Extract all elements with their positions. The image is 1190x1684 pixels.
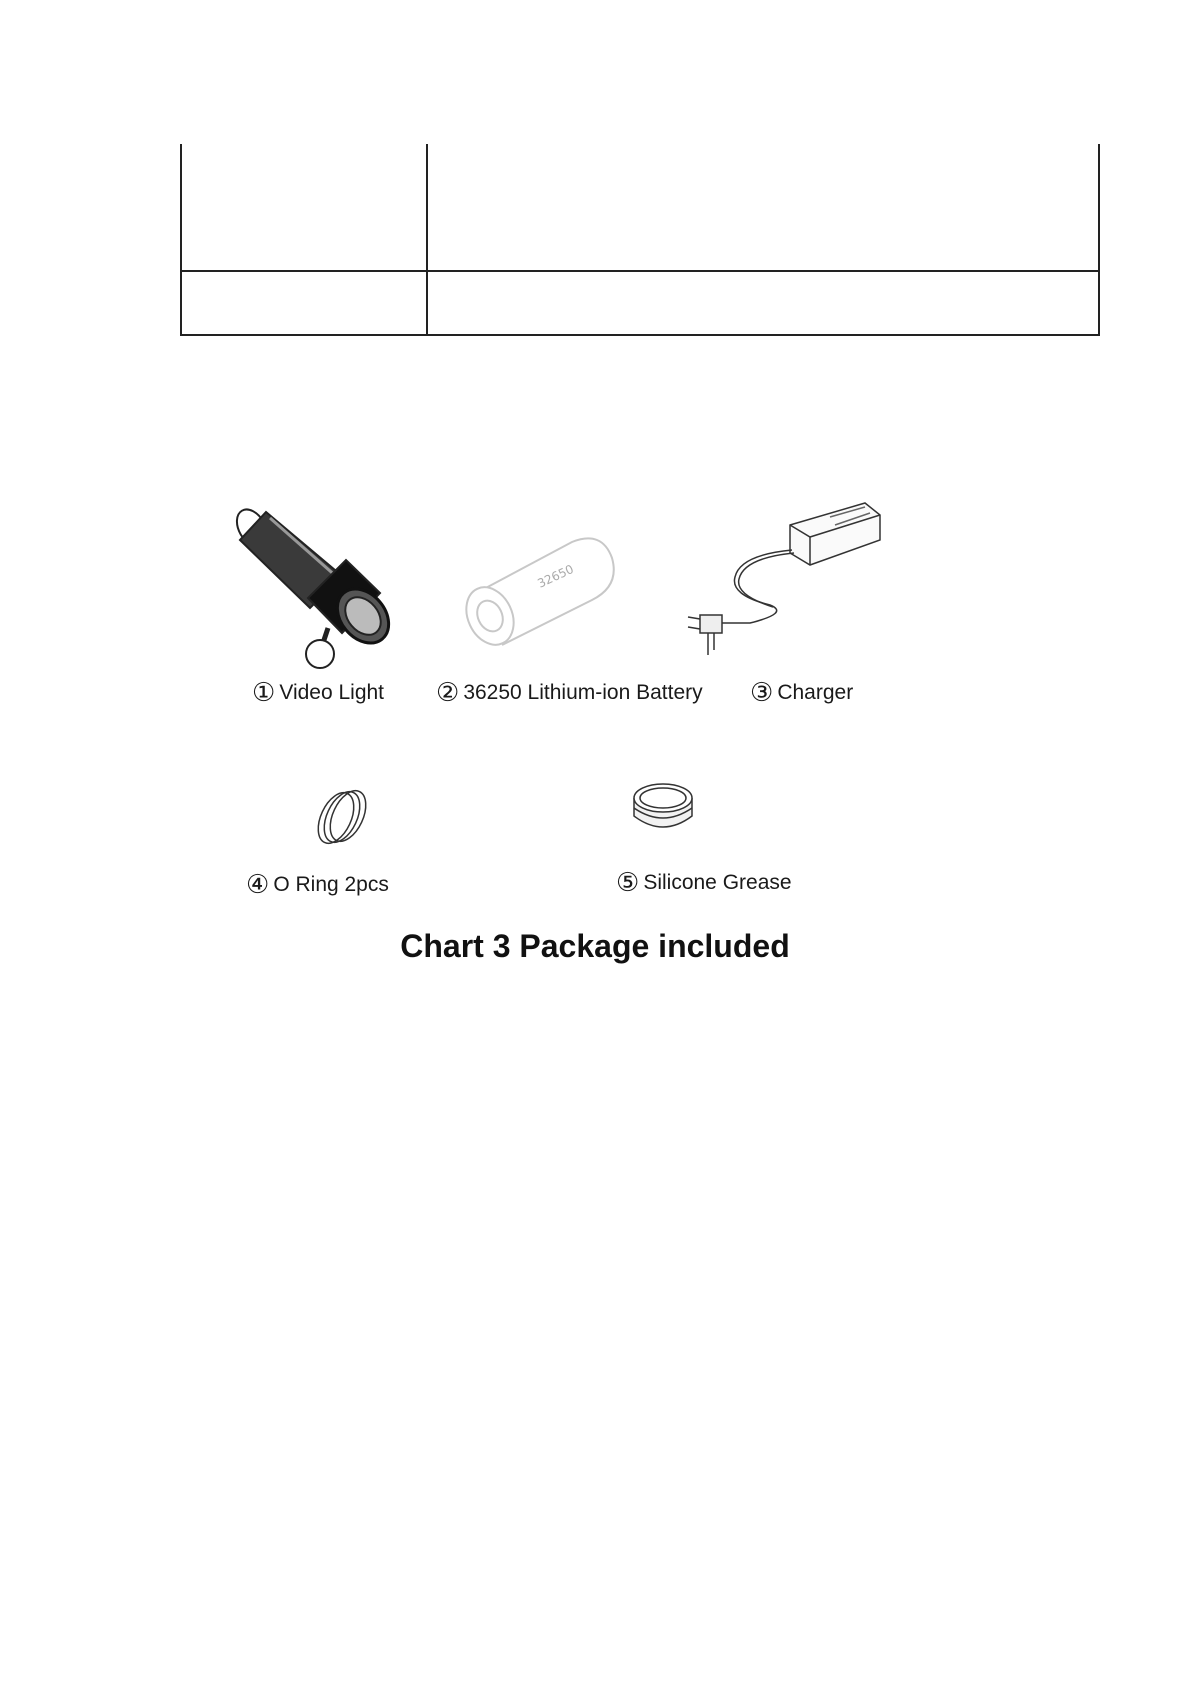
spec-table [180,144,1100,336]
table-left-border [180,144,182,336]
item-label-video-light: ① Video Light [252,678,385,708]
item-label-charger: ③ Charger [750,678,854,708]
item-label-silicone-grease: ⑤ Silicone Grease [616,868,792,898]
video-light-icon [230,498,405,668]
table-right-border [1098,144,1100,336]
o-ring-icon [312,782,372,852]
figure-caption: Chart 3 Package included [400,928,790,964]
silicone-grease-icon [628,776,698,841]
table-column-divider [426,144,428,336]
battery-icon [462,520,612,640]
table-bottom-border [180,334,1100,336]
charger-icon [680,495,880,665]
item-label-battery: ② 36250 Lithium-ion Battery [436,678,703,708]
battery-marking: 32650 [535,561,576,591]
table-row-divider [180,270,1100,272]
item-label-o-ring: ④ O Ring 2pcs [246,870,389,900]
